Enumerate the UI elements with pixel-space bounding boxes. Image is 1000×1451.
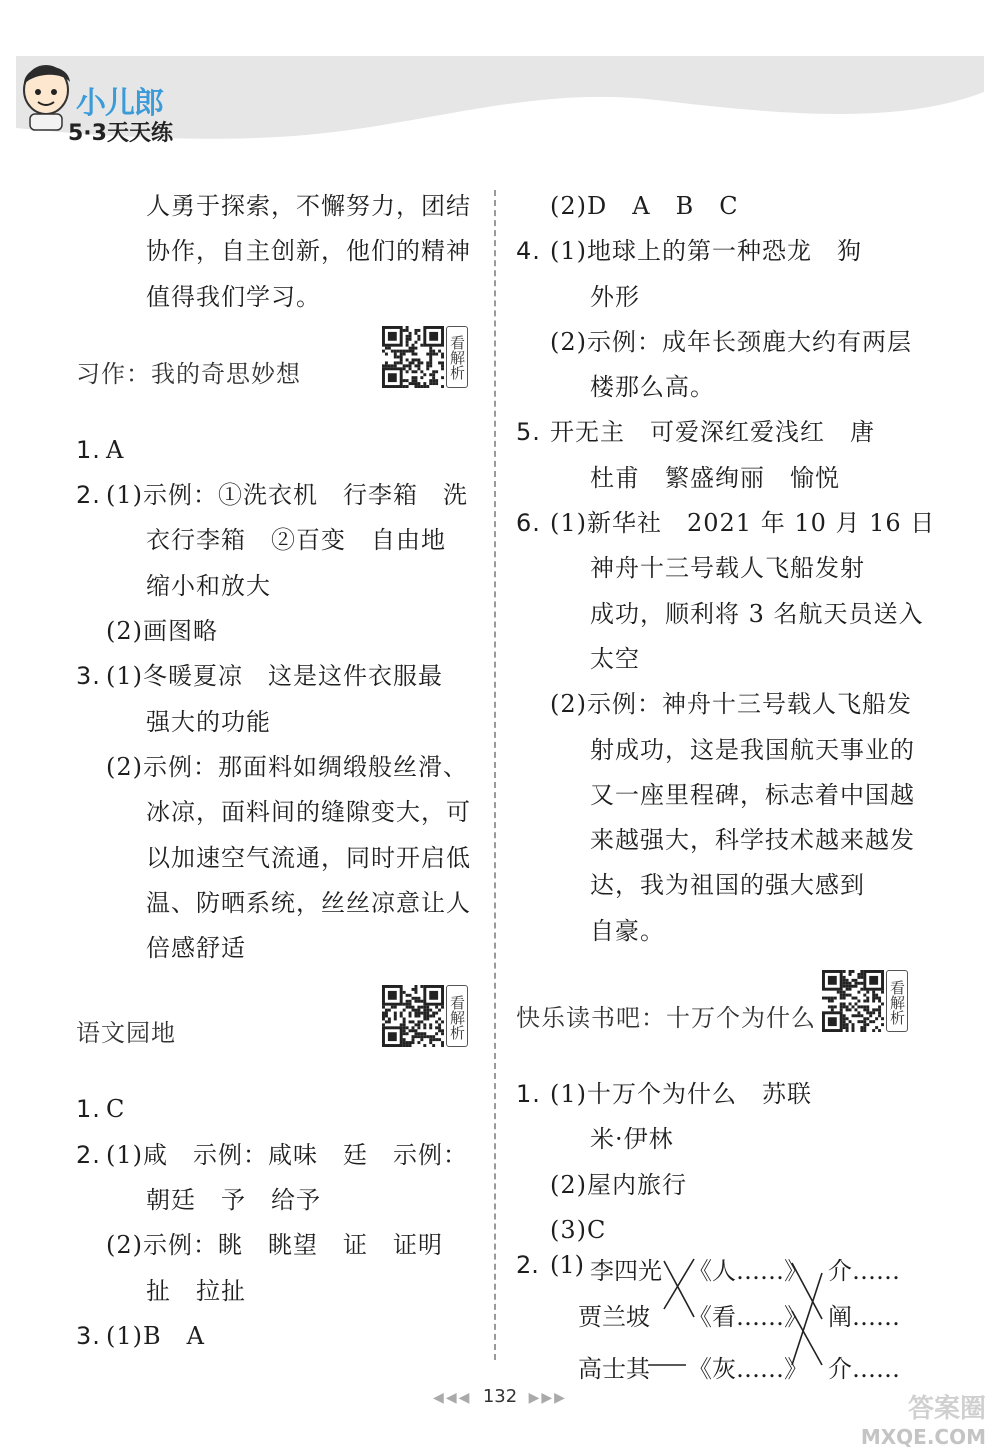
answer-text: 自豪。: [590, 916, 665, 945]
page-footer: [0, 1386, 1000, 1407]
section-chinese-garden: [76, 985, 476, 1071]
answer-text: 来越强大，科学技术越来越发: [590, 826, 915, 855]
section-title: 语文园地: [76, 1019, 176, 1048]
answer-text: 朝廷 予 给予: [146, 1186, 321, 1215]
answer-line: [516, 773, 916, 818]
intro-line: 协作，自主创新，他们的精神: [146, 237, 471, 266]
answer-text: (2)D A B C: [550, 192, 739, 220]
question-number: 2.: [76, 1140, 101, 1169]
question-number: 1.: [76, 1095, 101, 1124]
answer-text: 神舟十三号载人飞船发射: [590, 554, 865, 583]
question-number: 1.: [516, 1080, 541, 1109]
answer-text: 达，我为祖国的强大感到: [590, 871, 865, 900]
answer-text: (1)地球上的第一种恐龙 狗: [550, 237, 862, 266]
qr-code-icon[interactable]: [382, 985, 444, 1047]
answer-text: 衣行李箱 ②百变 自由地: [146, 526, 446, 555]
answer-text: (3)C: [550, 1215, 607, 1244]
answer-line: [516, 501, 936, 546]
answer-text: C: [106, 1095, 126, 1124]
answer-text: (1)示例：①洗衣机 行李箱 洗: [106, 481, 468, 510]
watermark-logo: 答案圈: [907, 1394, 986, 1424]
answer-text: (2)示例：神舟十三号载人飞船发: [550, 690, 912, 719]
answer-line: [516, 546, 916, 591]
answer-line: [76, 473, 476, 518]
answer-text: 杜甫 繁盛绚丽 愉悦: [590, 463, 840, 492]
question-number: 5.: [516, 418, 541, 447]
boy-mascot-icon: [16, 56, 76, 132]
question-number: 4.: [516, 237, 541, 266]
question-number: 2.: [516, 1251, 539, 1280]
question-number: 1.: [76, 435, 101, 464]
section-title: 快乐读书吧：十万个为什么: [516, 1004, 816, 1033]
answer-line: [516, 863, 916, 908]
book-title: 《人……》: [688, 1257, 808, 1286]
answer-text: (1)B A: [106, 1321, 205, 1350]
answer-line: [516, 1208, 916, 1253]
intro-line: 值得我们学习。: [146, 282, 321, 311]
answer-text: 射成功，这是我国航天事业的: [590, 735, 915, 764]
question-number: 3.: [76, 1321, 101, 1350]
answer-text: 太空: [590, 644, 640, 673]
book-description: 阐……: [828, 1303, 900, 1332]
answer-line: [76, 1314, 476, 1359]
answer-text: 外形: [590, 282, 640, 311]
qr-code-icon[interactable]: [822, 970, 884, 1032]
answer-text: 扯 拉扯: [146, 1276, 246, 1305]
question-number: 6.: [516, 509, 541, 538]
section-happy-reading: [516, 970, 916, 1056]
answer-line: [76, 428, 476, 473]
next-arrows-icon: ▶▶▶: [528, 1390, 567, 1406]
header-banner: [16, 56, 984, 152]
answer-line: [516, 229, 916, 274]
watermark: [861, 1395, 986, 1451]
answer-line: [516, 410, 916, 455]
answer-text: (1)冬暖夏凉 这是这件衣服最: [106, 662, 443, 691]
answer-text: A: [106, 435, 125, 464]
view-analysis-label: 看解析: [446, 326, 468, 388]
qr-code-icon[interactable]: [382, 326, 444, 388]
answer-line: [516, 818, 916, 863]
section-title: 习作：我的奇思妙想: [76, 359, 301, 388]
answer-text: (2)画图略: [106, 617, 218, 646]
answer-text: (2)示例：眺 眺望 证 证明: [106, 1231, 443, 1260]
answer-text: 冰凉，面料间的缝隙变大，可: [146, 798, 471, 827]
answer-text: 楼那么高。: [590, 373, 715, 402]
right-answer-list: [516, 184, 936, 954]
answer-text: 开无主 可爱深红爱浅红 唐: [550, 418, 875, 447]
answer-line: [516, 682, 916, 727]
answer-text: (2)示例：成年长颈鹿大约有两层: [550, 327, 912, 356]
answer-text: 米·伊林: [590, 1125, 674, 1154]
right-column: [516, 184, 936, 1389]
book-description: 介……: [828, 1355, 900, 1384]
answer-line: [516, 275, 916, 320]
answer-text: 又一座里程碑，标志着中国越: [590, 780, 915, 809]
view-analysis-label: 看解析: [446, 985, 468, 1047]
left-column: [76, 184, 476, 1359]
answer-line: [516, 1163, 916, 1208]
answer-text: 倍感舒适: [146, 934, 246, 963]
book-title: 《看……》: [688, 1303, 808, 1332]
section-writing: [76, 326, 476, 412]
answer-line: [516, 592, 924, 637]
answer-line: [516, 1072, 916, 1117]
author-name: 高士其: [578, 1355, 650, 1384]
answer-text: 以加速空气流通，同时开启低: [146, 843, 471, 872]
question-number: 2.: [76, 481, 101, 510]
answer-line: [516, 365, 916, 410]
answer-text: (2)示例：那面料如绸缎般丝滑、: [106, 752, 468, 781]
series-name: 5·3天天练: [68, 121, 173, 146]
page-number: 132: [482, 1386, 518, 1407]
answer-line: [516, 456, 916, 501]
book-title: 《灰……》: [688, 1355, 808, 1384]
part-label: (1): [550, 1251, 584, 1280]
answer-line: [76, 1133, 476, 1178]
answer-line: [516, 728, 916, 773]
prev-arrows-icon: ◀◀◀: [433, 1390, 472, 1406]
column-divider: [494, 190, 496, 1360]
answer-text: (1)十万个为什么 苏联: [550, 1080, 812, 1109]
answer-line: [516, 184, 916, 229]
answer-text: (1)咸 示例：咸味 廷 示例：: [106, 1140, 468, 1169]
brand-logo: 小儿郎: [76, 86, 163, 121]
matching-answer: [516, 1253, 916, 1389]
intro-line: 人勇于探索，不懈努力，团结: [146, 192, 471, 220]
watermark-site: MXQE.COM: [860, 1425, 986, 1449]
author-name: 贾兰坡: [578, 1303, 650, 1332]
view-analysis-label: 看解析: [886, 970, 908, 1032]
answer-line: [516, 909, 916, 954]
answer-text: 温、防晒系统，丝丝凉意让人: [146, 888, 471, 917]
answer-text: 强大的功能: [146, 707, 271, 736]
answer-line: [516, 1117, 916, 1162]
answer-text: (2)屋内旅行: [550, 1170, 687, 1199]
author-name: 李四光: [590, 1257, 662, 1286]
answer-text: 缩小和放大: [146, 571, 271, 600]
answer-line: [76, 654, 476, 699]
question-number: 3.: [76, 662, 101, 691]
answer-line: [516, 637, 916, 682]
reading-answer-list: [516, 1072, 916, 1253]
book-description: 介……: [828, 1257, 900, 1286]
answer-text: 成功，顺利将 3 名航天员送入: [590, 599, 924, 628]
answer-line: [516, 320, 916, 365]
answer-text: (1)新华社 2021 年 10 月 16 日: [550, 509, 936, 538]
answer-line: [76, 1087, 476, 1132]
